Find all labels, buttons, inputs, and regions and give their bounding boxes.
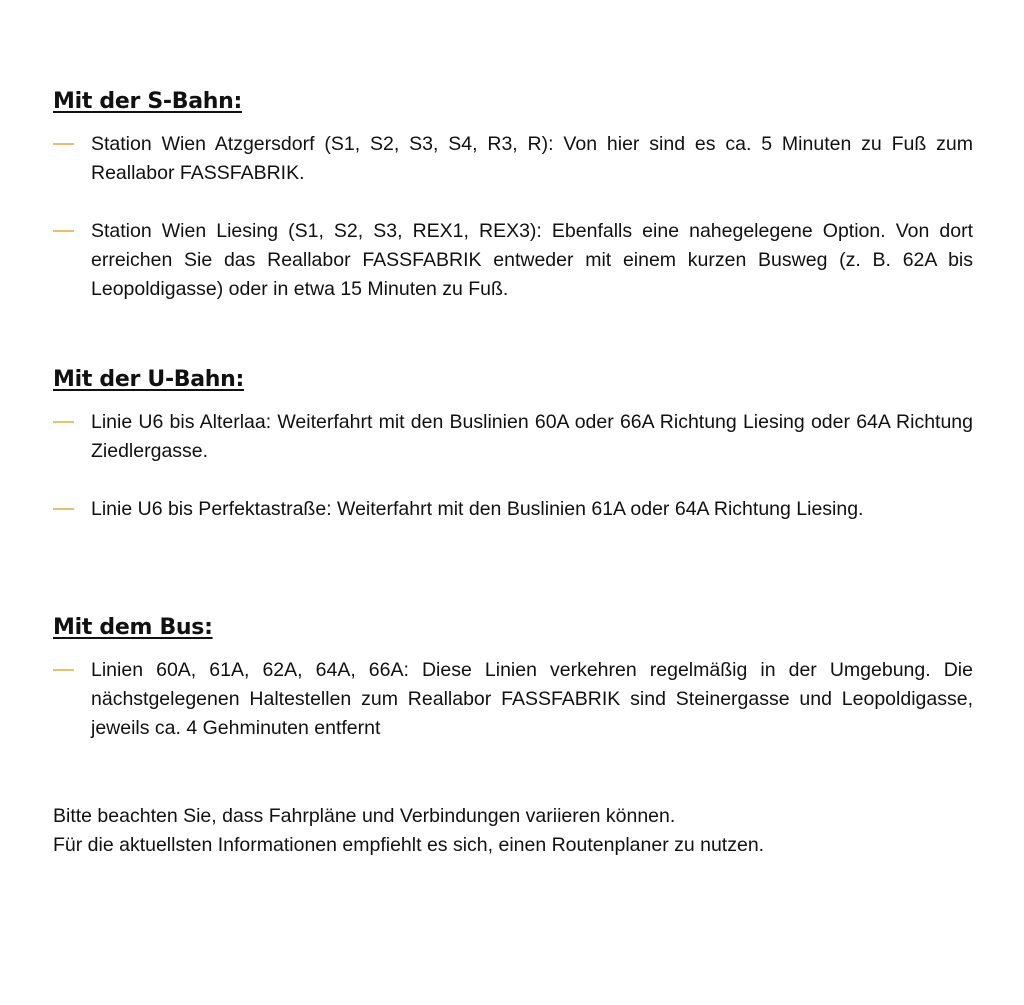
list-item (53, 217, 973, 304)
item-text: Linie U6 bis Perfektastraße: Weiterfahrt mit den Buslinien 61A oder 64A Richtung Liesing. (91, 498, 864, 520)
list-item (53, 130, 973, 188)
note-line-1: Bitte beachten Sie, dass Fahrpläne und Verbindungen variieren können. (53, 805, 676, 827)
section-bus (53, 614, 973, 743)
item-text: Linie U6 bis Alterlaa: Weiterfahrt mit den Buslinien 60A oder 66A Richtung Liesing oder 64A Richtung Ziedlergasse. (91, 411, 973, 462)
section-u-bahn (53, 366, 973, 524)
dash-bullet-icon (53, 508, 74, 510)
item-text: Station Wien Atzgersdorf (S1, S2, S3, S4, R3, R): Von hier sind es ca. 5 Minuten zu Fuß zum Reallabor FASSFABRIK. (91, 133, 973, 184)
item-text: Linien 60A, 61A, 62A, 64A, 66A: Diese Linien verkehren regelmäßig in der Umgebung. Die nächstgelegenen Haltestellen zum Reallabor FASSFABRIK sind Steinergasse und Leopoldigasse, jeweils ca. 4 Gehminuten entfernt (91, 659, 973, 739)
dash-bullet-icon (53, 669, 74, 671)
dash-bullet-icon (53, 230, 74, 232)
list-item (53, 656, 973, 743)
dash-bullet-icon (53, 143, 74, 145)
item-text: Station Wien Liesing (S1, S2, S3, REX1, REX3): Ebenfalls eine nahegelegene Option. Von dort erreichen Sie das Reallabor FASSFABRIK entweder mit einem kurzen Busweg (z. B. 62A bis Leopoldigasse) oder in etwa 15 Minuten zu Fuß. (91, 220, 973, 300)
heading-bus: Mit dem Bus: (53, 615, 213, 640)
note-line-2: Für die aktuellsten Informationen empfiehlt es sich, einen Routenplaner zu nutzen. (53, 834, 765, 856)
heading-u-bahn: Mit der U-Bahn: (53, 367, 245, 392)
list-item (53, 408, 973, 466)
section-s-bahn (53, 88, 973, 304)
heading-s-bahn: Mit der S-Bahn: (53, 89, 242, 114)
list-item (53, 495, 973, 524)
footer-note (53, 802, 973, 860)
dash-bullet-icon (53, 421, 74, 423)
